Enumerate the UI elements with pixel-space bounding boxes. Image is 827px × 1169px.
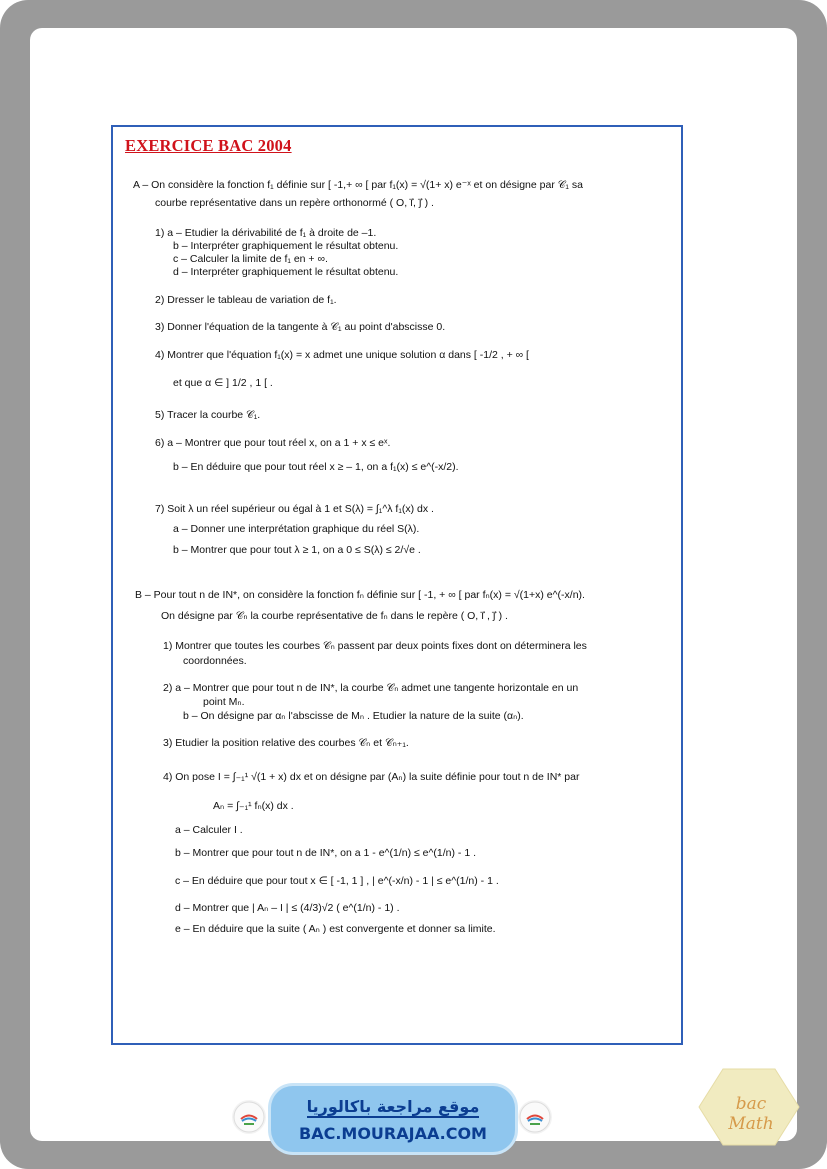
line-q7b: b – Montrer que pour tout λ ≥ 1, on a 0 ≤ S(λ) ≤ 2/√e .	[173, 544, 421, 556]
line-b1-2: coordonnées.	[183, 655, 247, 667]
line-b4-2: Aₙ = ∫₋₁¹ fₙ(x) dx .	[213, 800, 294, 812]
book-icon	[232, 1100, 266, 1134]
line-q1d: d – Interpréter graphiquement le résultat obtenu.	[173, 266, 399, 278]
line-b2b: b – On désigne par αₙ l'abscisse de Mₙ . Etudier la nature de la suite (αₙ).	[183, 710, 524, 722]
line-q1c: c – Calculer la limite de f₁ en + ∞.	[173, 253, 328, 265]
line-b3: 3) Etudier la position relative des courbes 𝒞ₙ et 𝒞ₙ₊₁.	[163, 737, 409, 749]
line-b2a: 2) a – Montrer que pour tout n de IN*, la courbe 𝒞ₙ admet une tangente horizontale en un	[163, 682, 579, 694]
line-b4d: d – Montrer que | Aₙ – I | ≤ (4/3)√2 ( e^(1/n) - 1) .	[175, 902, 400, 914]
exercise-title: EXERCICE BAC 2004	[125, 136, 292, 155]
site-badge[interactable]	[271, 1086, 515, 1152]
site-arabic-text: موقع مراجعة باكالوريا	[306, 1097, 480, 1116]
line-q6b: b – En déduire que pour tout réel x ≥ – 1, on a f₁(x) ≤ e^(-x/2).	[173, 461, 459, 473]
line-q7a: a – Donner une interprétation graphique du réel S(λ).	[173, 523, 420, 535]
line-q3: 3) Donner l'équation de la tangente à 𝒞₁ au point d'abscisse 0.	[155, 321, 446, 333]
line-q5: 5) Tracer la courbe 𝒞₁.	[155, 409, 261, 421]
bac-math-logo: bac Math	[728, 1094, 774, 1134]
line-q1a: 1) a – Etudier la dérivabilité de f₁ à droite de –1.	[155, 227, 377, 239]
line-b4a: a – Calculer I .	[175, 824, 243, 836]
line-q2: 2) Dresser le tableau de variation de f₁.	[155, 294, 337, 306]
book-icon	[518, 1100, 552, 1134]
line-b1: 1) Montrer que toutes les courbes 𝒞ₙ passent par deux points fixes dont on déterminera les	[163, 640, 587, 652]
site-url[interactable]: BAC.MOURAJAA.COM	[299, 1124, 487, 1143]
line-b4: 4) On pose I = ∫₋₁¹ √(1 + x) dx et on désigne par (Aₙ) la suite définie pour tout n de IN* par	[163, 771, 580, 783]
line-part-b: B – Pour tout n de IN*, on considère la fonction fₙ définie sur [ -1, + ∞ [ par fₙ(x) = √(1+x) e^(-x/n).	[135, 589, 585, 601]
line-part-a-2: courbe représentative dans un repère orthonormé ( O, i⃗, j⃗ ) .	[155, 197, 434, 209]
line-b4b: b – Montrer que pour tout n de IN*, on a 1 - e^(1/n) ≤ e^(1/n) - 1 .	[175, 847, 477, 859]
right-mini-logo	[518, 1100, 552, 1134]
line-part-b-2: On désigne par 𝒞ₙ la courbe représentative de fₙ dans le repère ( O, i⃗ , j⃗ ) .	[161, 610, 508, 622]
line-b4c: c – En déduire que pour tout x ∈ [ -1, 1 ] , | e^(-x/n) - 1 | ≤ e^(1/n) - 1 .	[175, 875, 499, 887]
line-q4: 4) Montrer que l'équation f₁(x) = x admet une unique solution α dans [ -1/2 , + ∞ [	[155, 349, 529, 361]
line-b2a-2: point Mₙ.	[203, 696, 245, 708]
line-q6a: 6) a – Montrer que pour tout réel x, on a 1 + x ≤ eˣ.	[155, 437, 391, 449]
site-arabic-name	[271, 1097, 515, 1116]
exercise-box	[111, 125, 683, 1045]
line-b4e: e – En déduire que la suite ( Aₙ ) est convergente et donner sa limite.	[175, 923, 496, 935]
left-mini-logo	[232, 1100, 266, 1134]
line-part-a: A – On considère la fonction f₁ définie sur [ -1,+ ∞ [ par f₁(x) = √(1+ x) e⁻ˣ et on désigne par 𝒞₁ sa	[133, 179, 583, 191]
line-q1b: b – Interpréter graphiquement le résultat obtenu.	[173, 240, 399, 252]
line-q7: 7) Soit λ un réel supérieur ou égal à 1 et S(λ) = ∫₁^λ f₁(x) dx .	[155, 503, 434, 515]
line-q4-2: et que α ∈ ] 1/2 , 1 [ .	[173, 377, 273, 389]
